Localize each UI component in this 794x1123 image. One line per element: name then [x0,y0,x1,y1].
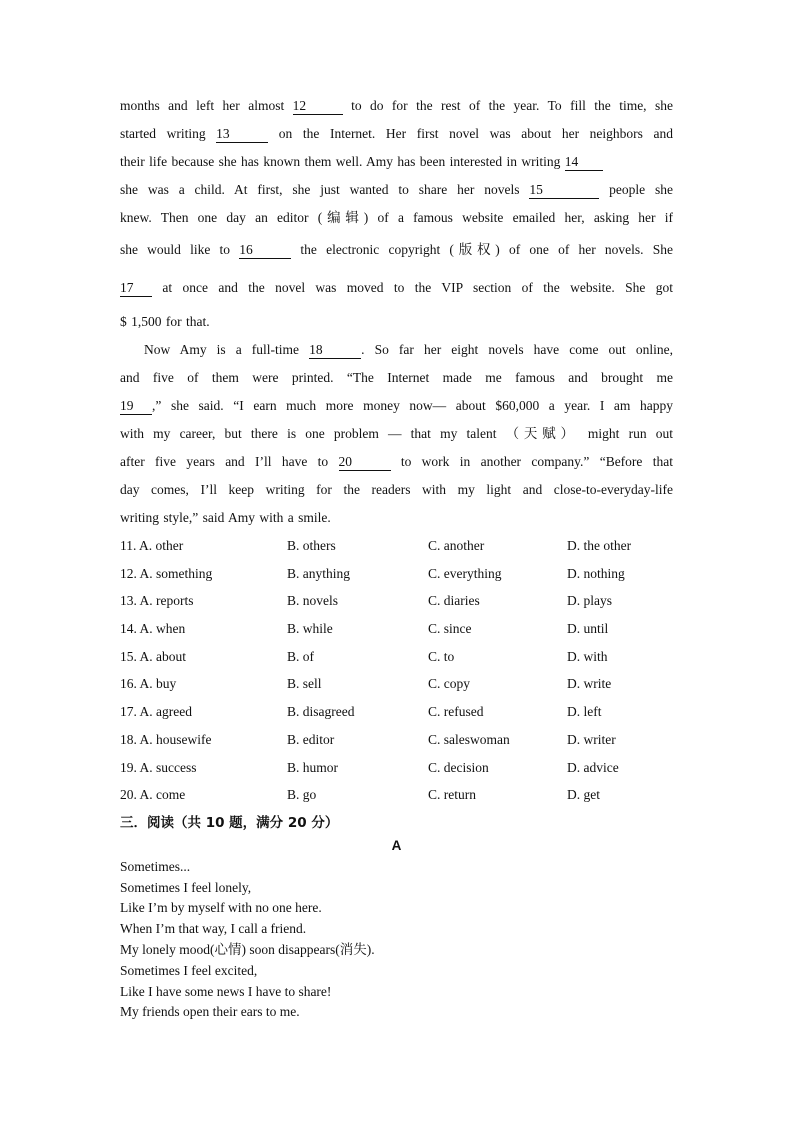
option-choice[interactable]: C. diaries [428,593,480,609]
poem-line: When I’m that way, I call a friend. [120,921,307,937]
option-choice[interactable]: D. until [567,621,609,637]
option-choice[interactable]: D. nothing [567,565,625,581]
option-choice[interactable]: B. anything [287,565,350,581]
cloze-text: started writing [120,126,217,141]
option-choice[interactable]: 15. A. about [120,648,186,664]
cloze-line [120,308,673,336]
option-choice[interactable]: C. refused [428,704,484,720]
option-choice[interactable]: D. the other [567,538,632,553]
option-choice[interactable]: C. since [428,621,472,637]
cloze-text: $ 1,500 for that. [120,314,210,329]
option-row [120,643,673,671]
cloze-text: she was a child. At first, she just wanted to share her novels [120,182,530,197]
blank-17[interactable]: 17 [120,280,152,297]
option-choice[interactable]: B. go [287,787,317,803]
option-row [120,615,673,643]
option-row [120,670,673,698]
option-choice[interactable]: B. novels [287,593,339,609]
cloze-text: and five of them were printed. “The Internet made me famous and brought me [120,370,673,385]
cloze-line [120,204,673,232]
cloze-line [120,420,673,448]
option-choice[interactable]: D. plays [567,593,612,609]
blank-20[interactable]: 20 [339,454,391,471]
cloze-line [120,120,673,148]
option-choice[interactable]: C. decision [428,759,489,775]
option-choice[interactable]: B. editor [287,731,335,747]
option-choice[interactable]: C. to [428,648,455,664]
option-choice[interactable]: D. write [567,676,612,692]
option-row [120,754,673,782]
cloze-text: on the Internet. Her first novel was about her neighbors and [268,126,673,141]
cloze-text: the electronic copyright (版权) of one of her novels. She [291,242,673,257]
cloze-text: after five years and I’ll have to [120,454,339,469]
option-choice[interactable]: B. humor [287,759,339,775]
cloze-line [120,267,673,308]
poem-line: Sometimes... [120,858,191,874]
cloze-line [120,392,673,420]
cloze-line [120,364,673,392]
cloze-line [120,232,673,267]
option-choice[interactable]: B. others [287,538,336,553]
blank-13[interactable]: 13 [216,126,268,143]
option-choice[interactable]: D. get [567,787,600,803]
option-choice[interactable]: 12. A. something [120,565,213,581]
option-choice[interactable]: D. advice [567,759,619,775]
option-row [120,587,673,615]
option-choice[interactable]: 20. A. come [120,787,186,803]
cloze-line [120,148,673,176]
poem [120,857,673,1023]
document-page [120,92,673,1023]
option-choice[interactable]: C. another [428,538,485,553]
option-row [120,781,673,809]
answer-options [120,532,673,809]
cloze-text: their life because she has known them well. Amy has been interested in writing [120,154,565,169]
option-choice[interactable]: B. sell [287,676,322,692]
option-row [120,560,673,588]
option-choice[interactable]: 13. A. reports [120,593,194,609]
blank-16[interactable]: 16 [239,242,291,259]
option-choice[interactable]: 16. A. buy [120,676,177,692]
option-choice[interactable]: C. copy [428,676,470,692]
cloze-line [120,92,673,120]
blank-18[interactable]: 18 [309,342,361,359]
cloze-text: to work in another company.” “Before that [390,454,673,469]
poem-line: Sometimes I feel lonely, [120,879,252,895]
option-choice[interactable]: B. of [287,648,314,664]
passage-label: A [391,837,402,853]
cloze-text: Now Amy is a full-time [144,342,310,357]
cloze-text: months and left her almost [120,98,293,113]
option-choice[interactable]: C. return [428,787,476,803]
blank-19[interactable]: 19 [120,398,152,415]
option-row [120,698,673,726]
cloze-line [120,336,673,364]
blank-15[interactable]: 15 [529,182,599,199]
cloze-text: she would like to [120,242,240,257]
option-choice[interactable]: 17. A. agreed [120,704,192,720]
poem-line: My friends open their ears to me. [120,1004,300,1020]
cloze-line [120,176,673,204]
cloze-text: day comes, I’ll keep writing for the readers with my light and close-to-everyday-life [120,482,673,497]
option-choice[interactable]: D. writer [567,731,616,747]
option-choice[interactable]: 18. A. housewife [120,731,212,747]
poem-line: Like I’m by myself with no one here. [120,900,322,916]
option-choice[interactable]: D. with [567,648,608,664]
cloze-line [120,476,673,504]
cloze-text: people she [599,182,674,197]
cloze-text: at once and the novel was moved to the VIP section of the website. She got [152,280,673,295]
blank-12[interactable]: 12 [293,98,343,115]
option-row [120,726,673,754]
cloze-passage [120,92,673,532]
cloze-text: writing style,” said Amy with a smile. [120,510,331,525]
section-title: 三．阅读（共 10 题，满分 20 分） [120,814,339,831]
option-choice[interactable]: C. everything [428,565,502,581]
cloze-text: knew. Then one day an editor (编辑) of a famous website emailed her, asking her if [120,210,673,225]
option-choice[interactable]: 14. A. when [120,621,186,637]
option-row [120,532,673,560]
option-choice[interactable]: 11. A. other [120,538,184,553]
option-choice[interactable]: B. disagreed [287,704,355,720]
option-choice[interactable]: 19. A. success [120,759,197,775]
option-choice[interactable]: C. saleswoman [428,731,510,747]
blank-14[interactable]: 14 [565,154,603,171]
cloze-line [120,504,673,532]
poem-line: Like I have some news I have to share! [120,983,332,999]
cloze-text: ,” she said. “I earn much more money now— about $60,000 a year. I am happy [152,398,673,413]
poem-line: My lonely mood(心情) soon disappears(消失). [120,942,375,958]
poem-line: Sometimes I feel excited, [120,962,258,978]
cloze-text: . So far her eight novels have come out online, [361,342,673,357]
cloze-text: with my career, but there is one problem — that my talent （天赋） might run out [120,426,673,441]
option-choice[interactable]: D. left [567,704,602,720]
cloze-text: to do for the rest of the year. To fill the time, she [342,98,673,113]
cloze-line [120,448,673,476]
option-choice[interactable]: B. while [287,621,333,637]
